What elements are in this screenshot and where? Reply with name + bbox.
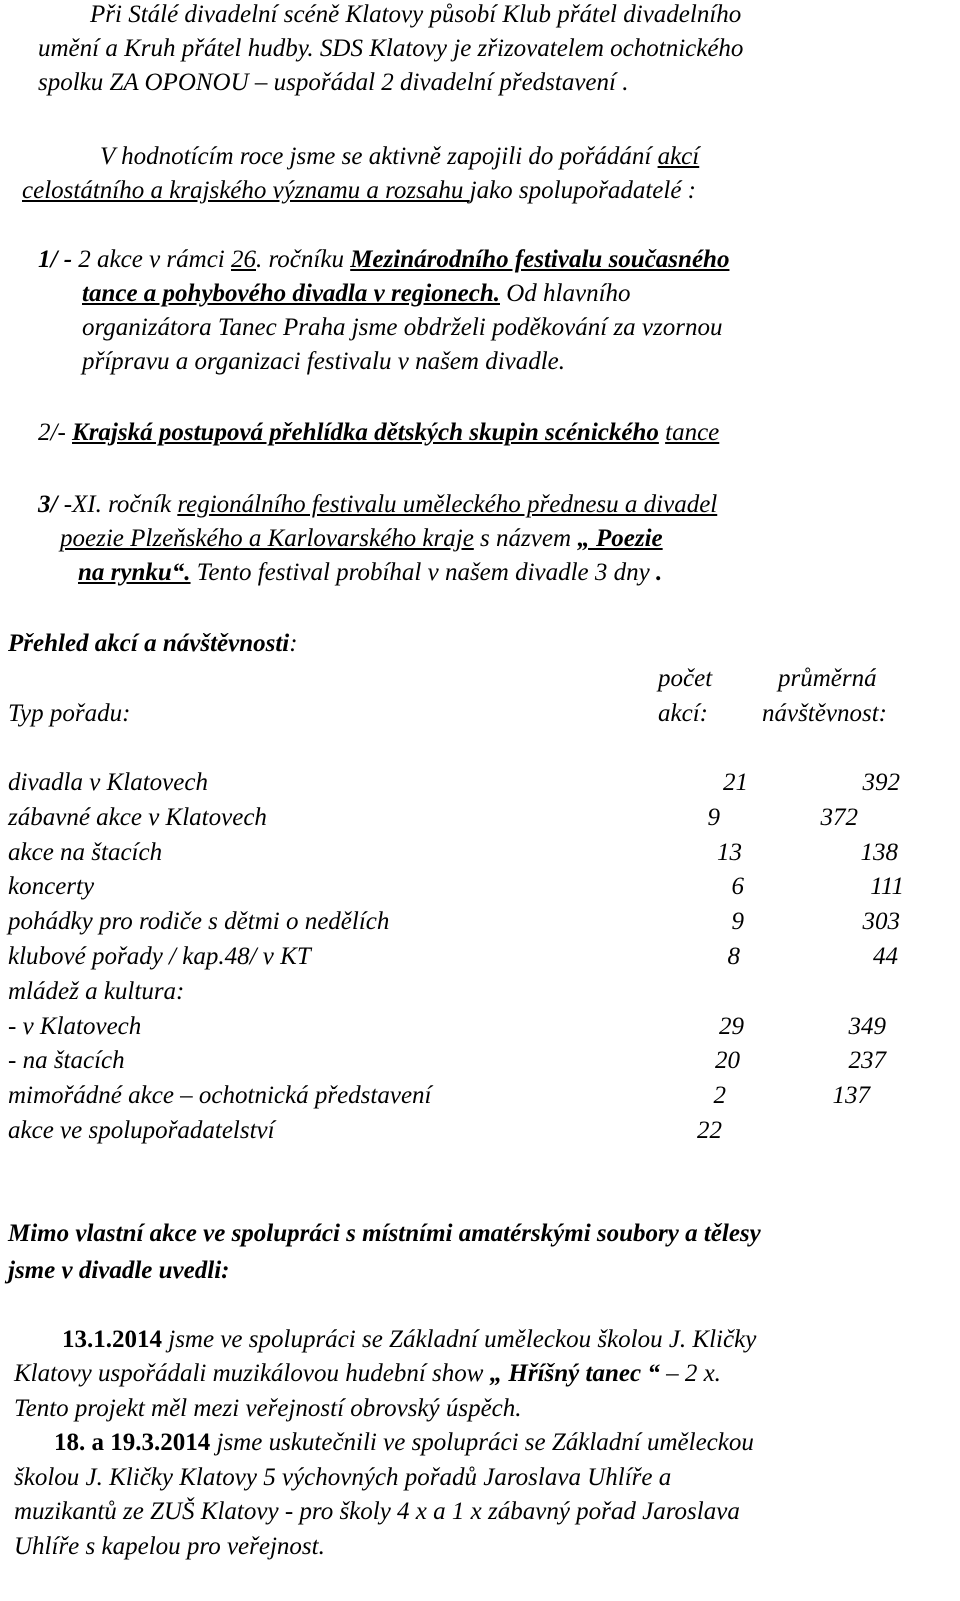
table-row [0, 1012, 960, 1042]
row-count: 6 [731, 873, 744, 901]
row-label: klubové pořady / kap.48/ v KT [8, 943, 311, 970]
table-row [0, 1081, 960, 1111]
overview-heading [8, 629, 298, 659]
item3-line-1 [38, 490, 717, 520]
table-row [0, 768, 960, 798]
row-count: 13 [717, 838, 742, 866]
row-average: 44 [873, 943, 898, 970]
intro-line-1: Při Stálé divadelní scéně Klatovy působí Klub přátel divadelního [90, 1, 742, 28]
amateur-heading-2: jsme v divadle uvedli: [8, 1257, 230, 1284]
event2-line-3: muzikantů ze ZUŠ Klatovy - pro školy 4 x a 1 x zábavný pořad Jaroslava [14, 1498, 740, 1525]
item1-line-3: organizátora Tanec Praha jsme obdrželi poděkování za vzornou [82, 314, 723, 341]
row-average: 392 [862, 769, 900, 796]
item2-event-name-end: tance [665, 419, 720, 446]
row-count: 22 [697, 1117, 722, 1144]
intro-line-2: umění a Kruh přátel hudby. SDS Klatovy je zřizovatelem ochotnického [38, 35, 744, 62]
row-average: 372 [820, 803, 858, 831]
event1-show: „ Hříšný tanec “ [489, 1360, 660, 1387]
row-count: 20 [715, 1047, 740, 1075]
item1-festival-name: Mezinárodního festivalu současného [350, 246, 730, 273]
row-label: koncerty [8, 873, 95, 901]
row-count: 21 [723, 769, 748, 796]
col-type-header: Typ pořadu: [8, 700, 131, 727]
row-label: pohádky pro rodiče s dětmi o nedělích [8, 908, 390, 936]
item1-text: 2 akce v rámci [78, 246, 231, 273]
col-avg-header-2: návštěvnost: [762, 700, 887, 727]
row-label: mimořádné akce – ochotnická představení [8, 1082, 432, 1110]
row-average: 237 [848, 1047, 886, 1075]
row-average: 138 [860, 838, 898, 866]
event1-text: Klatovy uspořádali muzikálovou hudební show [14, 1360, 490, 1387]
item2-number: 2/- [38, 419, 73, 446]
item1-line-4: přípravu a organizaci festivalu v našem divadle. [82, 348, 566, 375]
event1-text: jsme ve spolupráci se Základní uměleckou školou J. Kličky [162, 1326, 757, 1353]
col-count-header-2: akcí: [658, 700, 708, 727]
item1-text: Od hlavního [500, 280, 631, 307]
coop-underlined: celostátního a krajského významu a rozsahu [22, 177, 470, 204]
coop-underlined: akcí [657, 143, 700, 170]
event1-text: – 2 x. [659, 1360, 721, 1387]
event1-line-2 [14, 1359, 721, 1389]
table-row [0, 838, 960, 868]
coop-text: jako spolupořadatelé : [469, 177, 696, 204]
item1-year: 26 [231, 246, 256, 273]
event1-line-1 [62, 1325, 756, 1355]
row-count: 8 [727, 943, 740, 970]
col-avg-header-1: průměrná [778, 665, 877, 692]
row-average: 303 [862, 908, 900, 936]
row-count: 9 [707, 803, 720, 831]
table-row [0, 977, 960, 1007]
row-count: 9 [731, 908, 744, 936]
row-average: 349 [848, 1012, 886, 1040]
row-label: akce na štacích [8, 838, 163, 866]
event2-line-2: školou J. Kličky Klatovy 5 výchovných pořadů Jaroslava Uhlíře a [14, 1464, 672, 1491]
item3-text: Tento festival probíhal v našem divadle 3 dny [190, 559, 650, 586]
item3-festival: regionálního festivalu uměleckého přednesu a divadel [177, 491, 718, 518]
item3-title: „ Poezie [577, 525, 663, 552]
table-row [0, 907, 960, 937]
item2-event-name: Krajská postupová přehlídka dětských skupin scénického [72, 419, 659, 446]
event2-text: jsme uskutečnili ve spolupráci se Základní uměleckou [210, 1429, 754, 1456]
item1-festival-name: tance a pohybového divadla v regionech. [82, 280, 500, 307]
item2-line [38, 418, 719, 448]
row-label: - v Klatovech [8, 1012, 142, 1040]
intro-line-3: spolku ZA OPONOU – uspořádal 2 divadelní představení . [38, 69, 629, 96]
item3-text: -XI. ročník [63, 491, 178, 518]
table-row [0, 872, 960, 902]
item3-number: 3/ [38, 491, 64, 518]
row-average: 137 [832, 1082, 870, 1110]
row-label: akce ve spolupořadatelství [8, 1117, 275, 1144]
col-count-header-1: počet [658, 665, 713, 692]
item3-period: . [649, 559, 663, 586]
overview-colon: : [289, 630, 298, 657]
item1-line-1 [38, 245, 729, 275]
table-row [0, 1116, 960, 1146]
item1-text: . ročníku [256, 246, 351, 273]
table-row [0, 942, 960, 972]
event2-date: 18. a 19.3.2014 [54, 1429, 211, 1456]
coop-line-1 [100, 142, 699, 172]
row-count: 2 [713, 1082, 726, 1110]
table-row [0, 803, 960, 833]
event1-line-3: Tento projekt měl mezi veřejností obrovský úspěch. [14, 1395, 522, 1422]
coop-text: V hodnotícím roce jsme se aktivně zapojili do pořádání [100, 143, 658, 170]
item3-line-3 [78, 558, 662, 588]
overview-title: Přehled akcí a návštěvnosti [8, 630, 290, 657]
table-row [0, 1046, 960, 1076]
item1-line-2 [82, 279, 631, 309]
item3-line-2 [60, 524, 663, 554]
row-label: - na štacích [8, 1047, 125, 1075]
row-label: zábavné akce v Klatovech [8, 803, 267, 831]
item3-text: s názvem [473, 525, 578, 552]
row-average: 111 [870, 873, 904, 901]
event2-line-1 [54, 1428, 754, 1458]
item3-title: na rynku“. [78, 559, 191, 586]
item3-festival: poezie Plzeňského a Karlovarského kraje [60, 525, 474, 552]
amateur-heading-1: Mimo vlastní akce ve spolupráci s místními amatérskými soubory a tělesy [8, 1220, 761, 1247]
row-label: divadla v Klatovech [8, 769, 208, 796]
item1-number: 1/ - [38, 246, 79, 273]
event1-date: 13.1.2014 [62, 1326, 162, 1353]
row-label: mládež a kultura: [8, 977, 185, 1005]
row-count: 29 [719, 1012, 744, 1040]
coop-line-2 [22, 176, 696, 206]
event2-line-4: Uhlíře s kapelou pro veřejnost. [14, 1533, 325, 1560]
